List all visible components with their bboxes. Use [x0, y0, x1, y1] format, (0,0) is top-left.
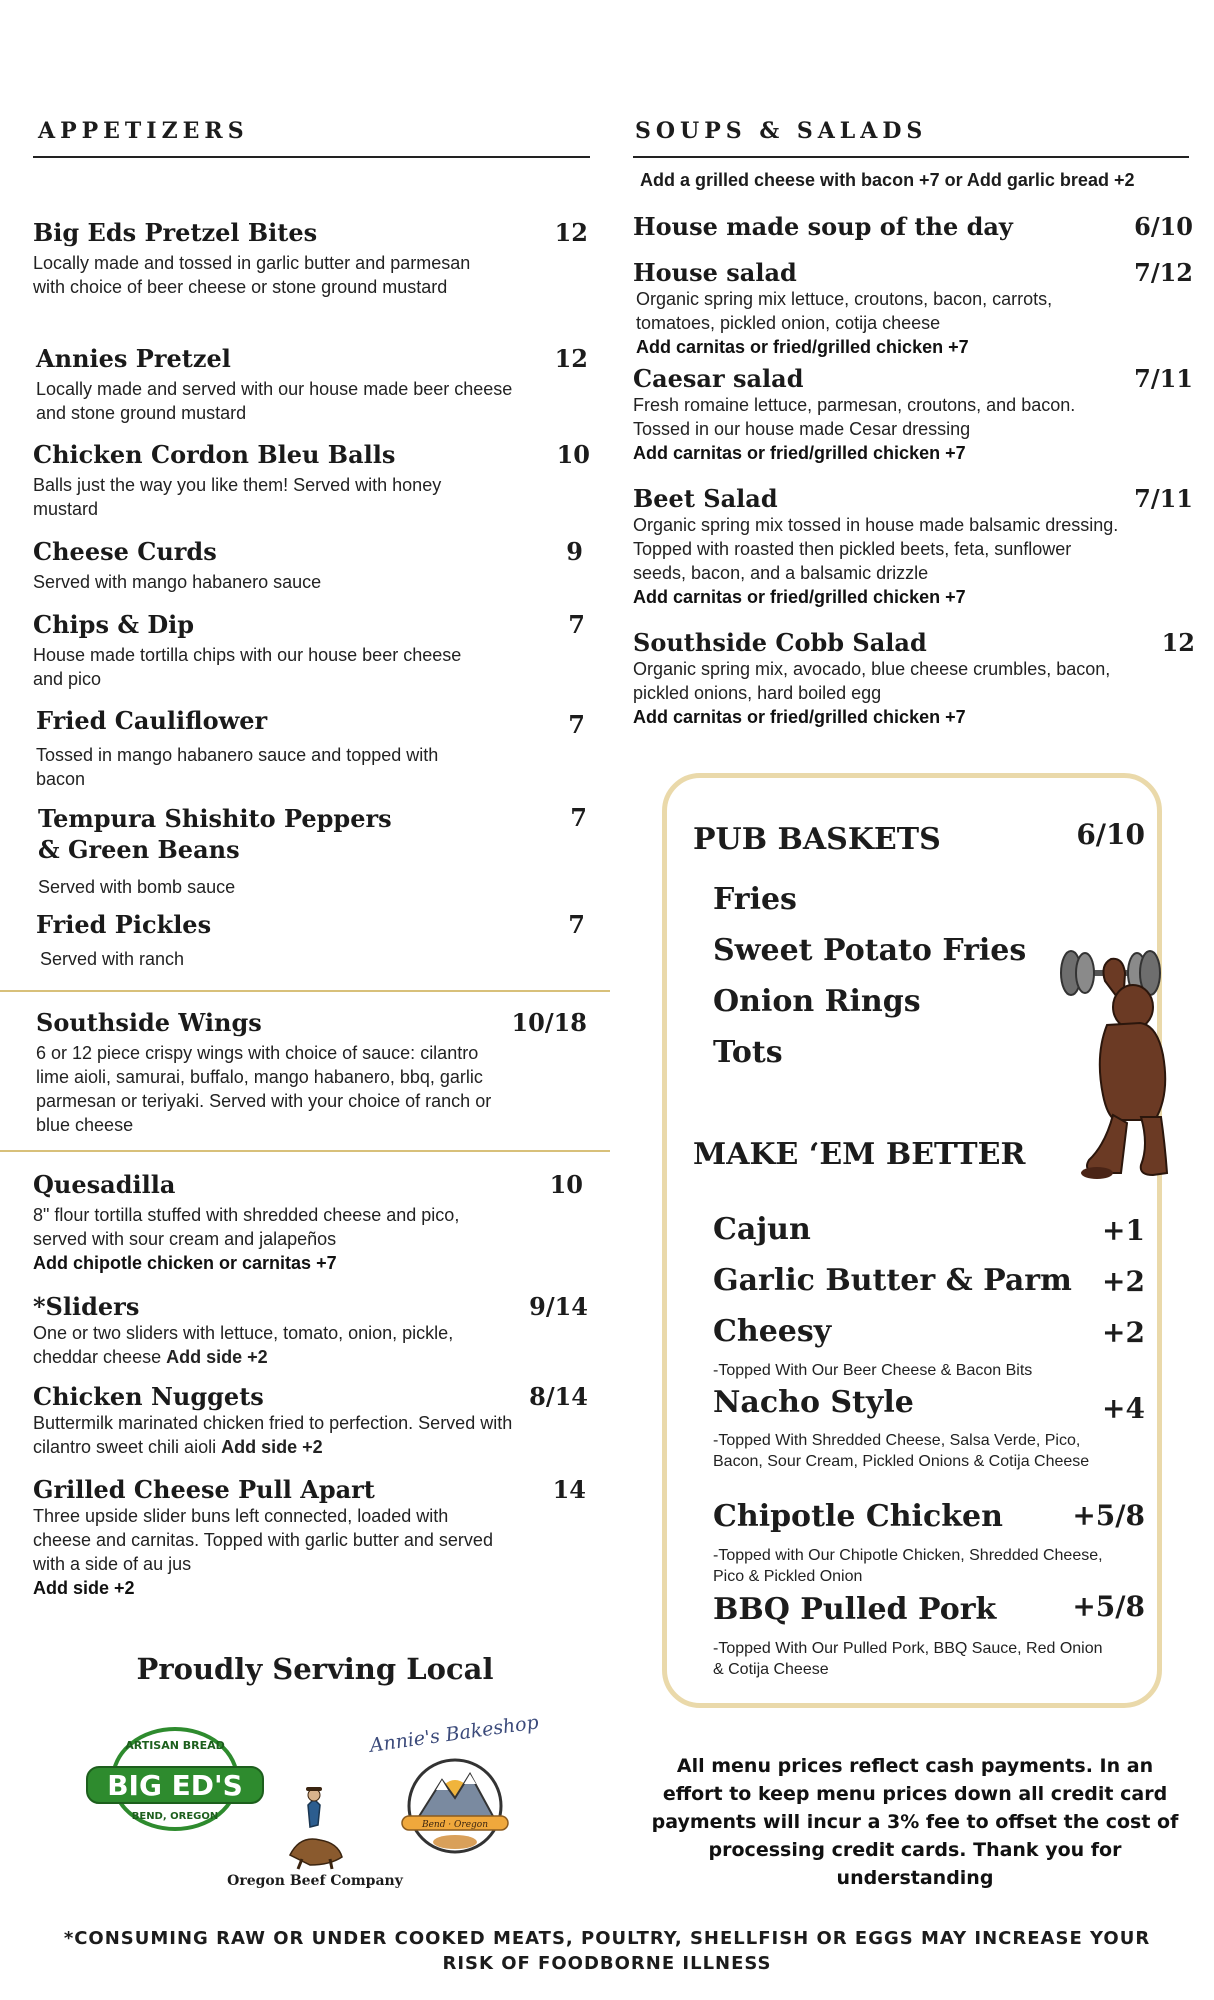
item-addon: Add carnitas or fried/grilled chicken +7: [633, 443, 966, 463]
oregon-beef-company-caption: Oregon Beef Company: [227, 1873, 403, 1889]
topping-note: -Topped With Shredded Cheese, Salsa Verde, Pico, Bacon, Sour Cream, Pickled Onions & Cotija Cheese: [713, 1432, 1090, 1470]
menu-item: [36, 344, 588, 425]
item-desc: Three upside slider buns left connected, loaded with cheese and carnitas. Topped with garlic butter and served with a side of au jus: [33, 1506, 493, 1574]
item-price: 10: [556, 440, 590, 469]
item-name: Southside Cobb Salad: [633, 628, 927, 657]
item-price: 7/11: [1134, 364, 1193, 393]
topping-price: +5/8: [1072, 1499, 1145, 1532]
menu-item: [33, 1475, 586, 1600]
item-price: 7: [570, 803, 587, 832]
item-name: House salad: [633, 258, 797, 287]
topping-name: Cheesy: [713, 1314, 832, 1349]
big-eds-logo: [85, 1727, 265, 1847]
menu-item: [33, 1382, 588, 1459]
item-price: 8/14: [529, 1382, 588, 1411]
basket-item: Tots: [713, 1035, 783, 1070]
item-addon: Add side +2: [221, 1437, 323, 1457]
item-price: 9/14: [529, 1292, 588, 1321]
item-desc: Served with mango habanero sauce: [33, 572, 322, 592]
raw-food-warning: *CONSUMING RAW OR UNDER COOKED MEATS, POULTRY, SHELLFISH OR EGGS MAY INCREASE YOUR RISK OF FOODBORNE ILLNESS: [63, 1928, 1151, 1974]
item-addon: Add carnitas or fried/grilled chicken +7: [633, 707, 966, 727]
menu-item: [36, 910, 585, 971]
item-name: House made soup of the day: [633, 212, 1013, 241]
topping-price: +1: [1102, 1214, 1145, 1247]
item-price: 7: [568, 610, 585, 639]
soups-subheading: Add a grilled cheese with bacon +7 or Add garlic bread +2: [640, 170, 1135, 190]
item-desc: Locally made and tossed in garlic butter and parmesan with choice of beer cheese or stone ground mustard: [33, 253, 471, 297]
menu-item: [33, 610, 585, 691]
appetizers-rule: [33, 156, 590, 158]
topping-price: +4: [1102, 1392, 1145, 1425]
item-price: 10: [549, 1170, 583, 1199]
item-addon: Add side +2: [33, 1578, 135, 1598]
item-price: 12: [554, 344, 588, 373]
item-name: Grilled Cheese Pull Apart: [33, 1475, 375, 1504]
item-desc: Organic spring mix lettuce, croutons, bacon, carrots, tomatoes, pickled onion, cotija cheese: [636, 289, 1053, 333]
basket-item: Onion Rings: [713, 984, 921, 1019]
annies-bakeshop-banner: Bend · Oregon: [421, 1820, 489, 1830]
item-desc: [33, 1411, 523, 1459]
soups-rule: [633, 156, 1189, 158]
item-addon: Add carnitas or fried/grilled chicken +7: [633, 587, 966, 607]
item-desc: House made tortilla chips with our house beer cheese and pico: [33, 645, 462, 689]
menu-item: [33, 440, 590, 521]
item-price: 7/11: [1134, 484, 1193, 513]
oregon-beef-company-logo: [280, 1785, 350, 1875]
appetizers-heading: APPETIZERS: [38, 118, 249, 144]
menu-item: [633, 364, 1193, 465]
menu-item: [33, 537, 583, 594]
big-eds-logo-main-text: BIG ED'S: [107, 1769, 243, 1802]
menu-item: [33, 1170, 583, 1275]
item-price: 7: [568, 710, 585, 739]
topping-name: Cajun: [713, 1212, 811, 1247]
annies-bakeshop-script: Annie's Bakeshop: [368, 1711, 540, 1757]
menu-item: [633, 258, 1193, 359]
item-desc: 6 or 12 piece crispy wings with choice of sauce: cilantro lime aioli, samurai, buffalo, mango habanero, bbq, garlic parmesan or teriyaki. Served with your choice of ranch or blue cheese: [36, 1043, 492, 1135]
gold-divider: [0, 1150, 610, 1152]
item-desc: Tossed in mango habanero sauce and topped with bacon: [36, 745, 439, 789]
item-addon: Add carnitas or fried/grilled chicken +7: [636, 337, 969, 357]
item-desc: Served with ranch: [40, 949, 185, 969]
soups-heading: SOUPS & SALADS: [635, 118, 928, 144]
basket-item: Sweet Potato Fries: [713, 933, 1027, 968]
menu-item: [633, 212, 1193, 241]
item-price: 12: [1161, 628, 1195, 657]
big-eds-logo-bottom-text: BEND, OREGON: [131, 1811, 219, 1822]
menu-item: [633, 484, 1193, 609]
item-name: Caesar salad: [633, 364, 804, 393]
menu-item: [33, 218, 588, 299]
item-name: Southside Wings: [36, 1008, 262, 1037]
topping-name: Nacho Style: [713, 1385, 914, 1420]
item-desc: Organic spring mix, avocado, blue cheese crumbles, bacon, pickled onions, hard boiled egg: [633, 659, 1111, 703]
item-name: Fried Pickles: [36, 910, 212, 939]
card-fee-notice: All menu prices reflect cash payments. In an effort to keep menu prices down all credit card payments will incur a 3% fee to offset the cost of processing credit cards. Thank you for understanding: [651, 1755, 1179, 1889]
item-price: 9: [566, 537, 583, 566]
menu-item: [36, 1008, 587, 1137]
item-addon: Add chipotle chicken or carnitas +7: [33, 1253, 337, 1273]
item-name: Chips & Dip: [33, 610, 195, 639]
item-desc: [33, 1321, 503, 1369]
annies-bakeshop-logo: [368, 1711, 540, 1868]
item-name: Big Eds Pretzel Bites: [33, 218, 318, 247]
item-name: Chicken Cordon Bleu Balls: [33, 440, 396, 469]
gold-divider: [0, 990, 610, 992]
item-name: Beet Salad: [633, 484, 778, 513]
item-name: Annies Pretzel: [36, 344, 231, 373]
topping-name: BBQ Pulled Pork: [713, 1592, 997, 1627]
item-price: 12: [554, 218, 588, 247]
item-desc: 8" flour tortilla stuffed with shredded cheese and pico, served with sour cream and jalapeños: [33, 1205, 460, 1249]
item-name: Fried Cauliflower: [36, 706, 268, 735]
topping-price: +2: [1102, 1265, 1145, 1298]
item-desc: Served with bomb sauce: [38, 877, 236, 897]
item-price: 7: [568, 910, 585, 939]
item-name: Cheese Curds: [33, 537, 217, 566]
item-name: Quesadilla: [33, 1170, 176, 1199]
item-desc-text: Buttermilk marinated chicken fried to perfection. Served with cilantro sweet chili aioli: [33, 1413, 513, 1457]
basket-item: Fries: [713, 882, 797, 917]
menu-item: [38, 803, 587, 899]
item-name: *Sliders: [33, 1292, 140, 1321]
make-em-better-title: MAKE ‘EM BETTER: [693, 1137, 1026, 1172]
topping-note: -Topped with Our Chipotle Chicken, Shredded Cheese, Pico & Pickled Onion: [713, 1547, 1103, 1585]
item-price: 10/18: [511, 1008, 587, 1037]
pub-baskets-price: 6/10: [1076, 818, 1145, 851]
item-price: 14: [552, 1475, 586, 1504]
big-eds-logo-top-text: ARTISAN BREAD: [125, 1739, 225, 1752]
topping-note: -Topped With Our Pulled Pork, BBQ Sauce, Red Onion & Cotija Cheese: [713, 1640, 1103, 1678]
menu-item: [33, 1292, 588, 1369]
topping-name: Garlic Butter & Parm: [713, 1263, 1072, 1298]
item-desc: Balls just the way you like them! Served with honey mustard: [33, 475, 442, 519]
item-name: Tempura Shishito Peppers & Green Beans: [38, 804, 392, 864]
item-price: 7/12: [1134, 258, 1193, 287]
item-addon: Add side +2: [166, 1347, 268, 1367]
menu-item: [36, 706, 585, 791]
proudly-serving-local-title: Proudly Serving Local: [136, 1652, 494, 1686]
topping-name: Chipotle Chicken: [713, 1499, 1003, 1534]
item-name: Chicken Nuggets: [33, 1382, 264, 1411]
item-price: 6/10: [1134, 212, 1193, 241]
topping-note: -Topped With Our Beer Cheese & Bacon Bits: [713, 1362, 1033, 1379]
item-desc: Locally made and served with our house made beer cheese and stone ground mustard: [36, 379, 513, 423]
item-desc: Organic spring mix tossed in house made balsamic dressing. Topped with roasted then pickled beets, feta, sunflower seeds, bacon, and a balsamic drizzle: [633, 515, 1119, 583]
bigfoot-mascot-illustration: [1045, 945, 1175, 1185]
topping-price: +5/8: [1072, 1590, 1145, 1623]
item-desc-text: One or two sliders with lettuce, tomato, onion, pickle, cheddar cheese: [33, 1323, 454, 1367]
menu-item: [633, 628, 1195, 729]
item-desc: Fresh romaine lettuce, parmesan, croutons, and bacon. Tossed in our house made Cesar dressing: [633, 395, 1076, 439]
topping-price: +2: [1102, 1316, 1145, 1349]
pub-baskets-title: PUB BASKETS: [693, 822, 941, 857]
